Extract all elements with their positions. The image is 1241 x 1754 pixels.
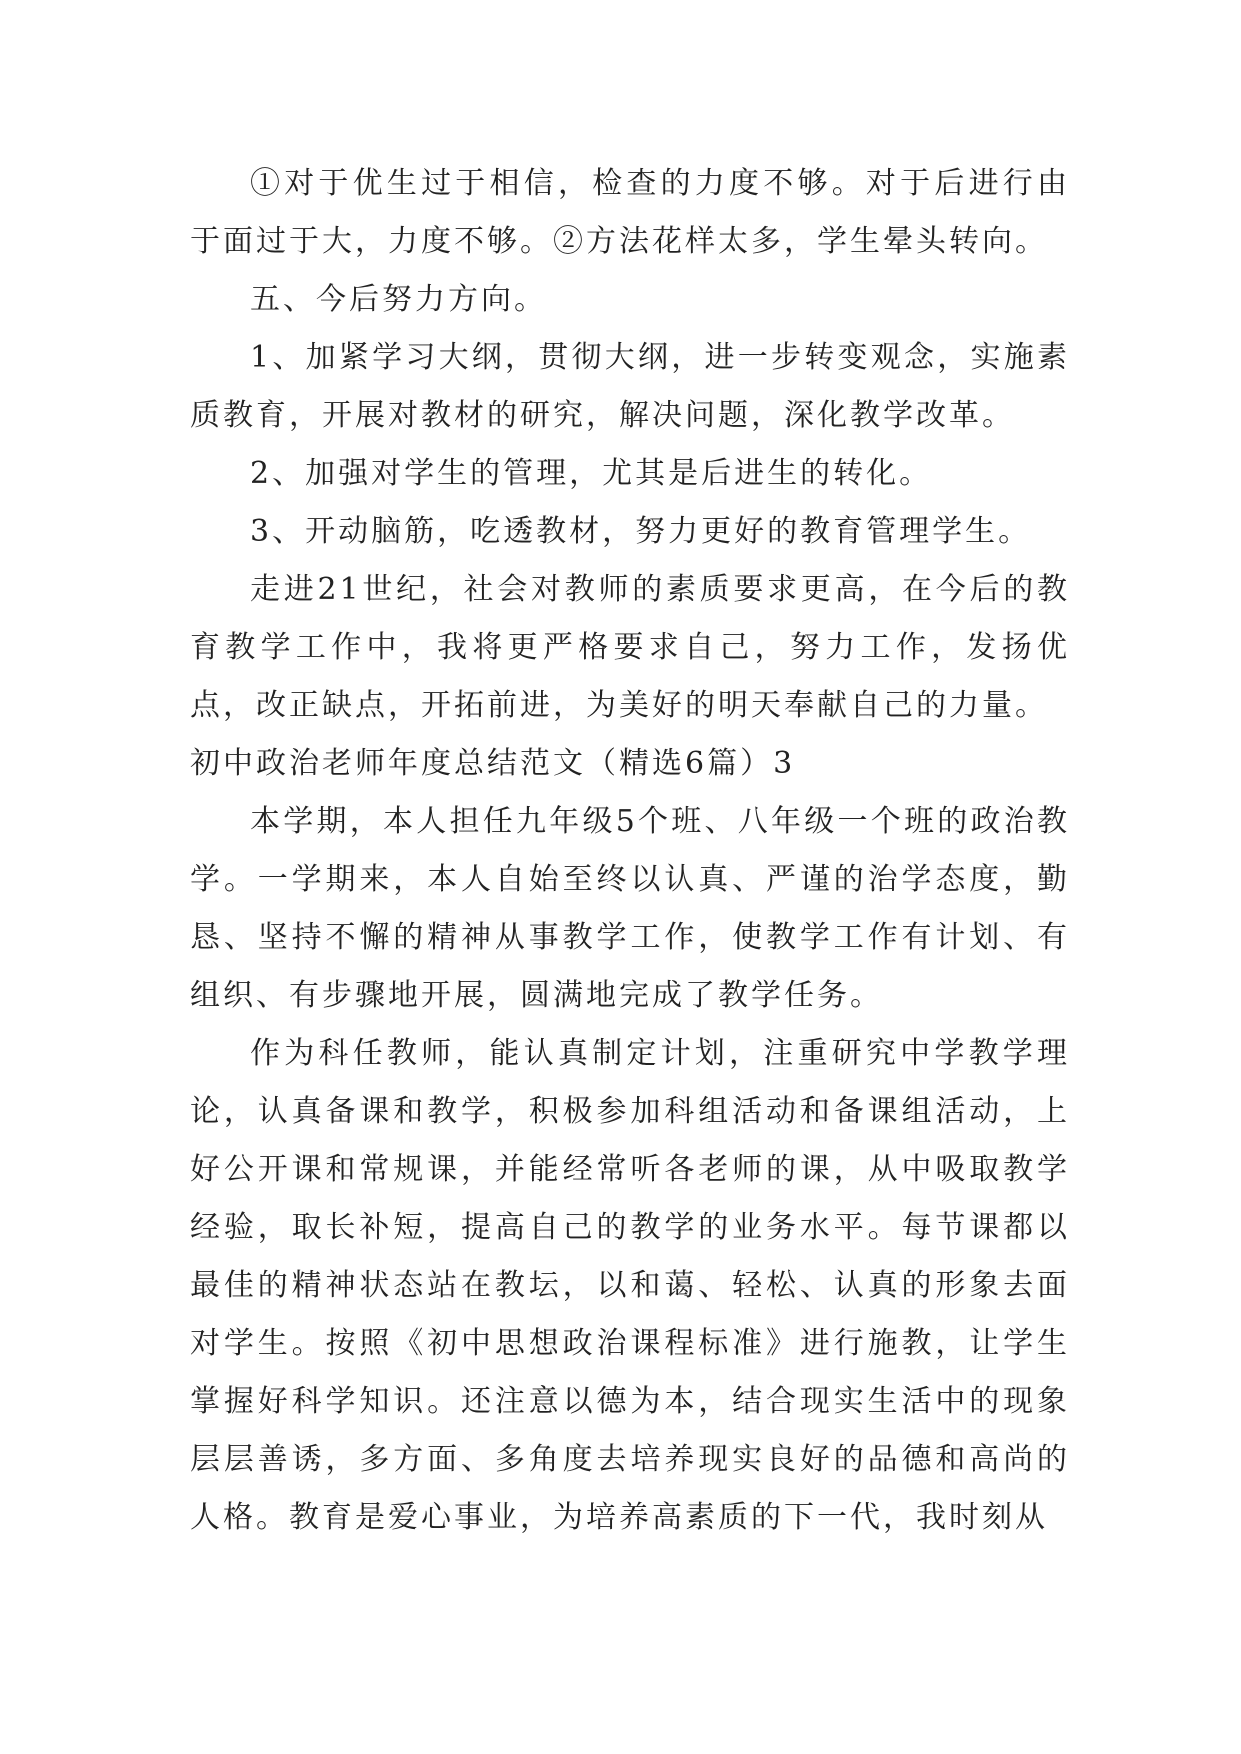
list-item: 3、开动脑筋，吃透教材，努力更好的教育管理学生。 — [250, 514, 1032, 549]
document-body — [190, 155, 1070, 1547]
article-title: 初中政治老师年度总结范文（精选6篇）3 — [190, 746, 796, 781]
paragraph: 走进21世纪，社会对教师的素质要求更高，在今后的教育教学工作中，我将更严格要求自己，努力工作，发扬优点，改正缺点，开拓前进，为美好的明天奉献自己的力量。 — [190, 572, 1070, 723]
paragraph: ①对于优生过于相信，检查的力度不够。对于后进行由于面过于大，力度不够。②方法花样太多，学生晕头转向。 — [190, 166, 1070, 259]
list-item: 2、加强对学生的管理，尤其是后进生的转化。 — [250, 456, 933, 491]
list-item: 1、加紧学习大纲，贯彻大纲，进一步转变观念，实施素质教育，开展对教材的研究，解决问题，深化教学改革。 — [190, 340, 1070, 433]
paragraph: 作为科任教师，能认真制定计划，注重研究中学教学理论，认真备课和教学，积极参加科组活动和备课组活动，上好公开课和常规课，并能经常听各老师的课，从中吸取教学经验，取长补短，提高自己的教学的业务水平。每节课都以最佳的精神状态站在教坛，以和蔼、轻松、认真的形象去面对学生。按照《初中思想政治课程标准》进行施教，让学生掌握好科学知识。还注意以德为本，结合现实生活中的现象层层善诱，多方面、多角度去培养现实良好的品德和高尚的人格。教育是爱心事业，为培养高素质的下一代，我时刻从 — [190, 1036, 1070, 1535]
section-heading: 五、今后努力方向。 — [250, 282, 547, 317]
paragraph: 本学期，本人担任九年级5个班、八年级一个班的政治教学。一学期来，本人自始至终以认真、严谨的治学态度，勤恳、坚持不懈的精神从事教学工作，使教学工作有计划、有组织、有步骤地开展，圆满地完成了教学任务。 — [190, 804, 1070, 1013]
